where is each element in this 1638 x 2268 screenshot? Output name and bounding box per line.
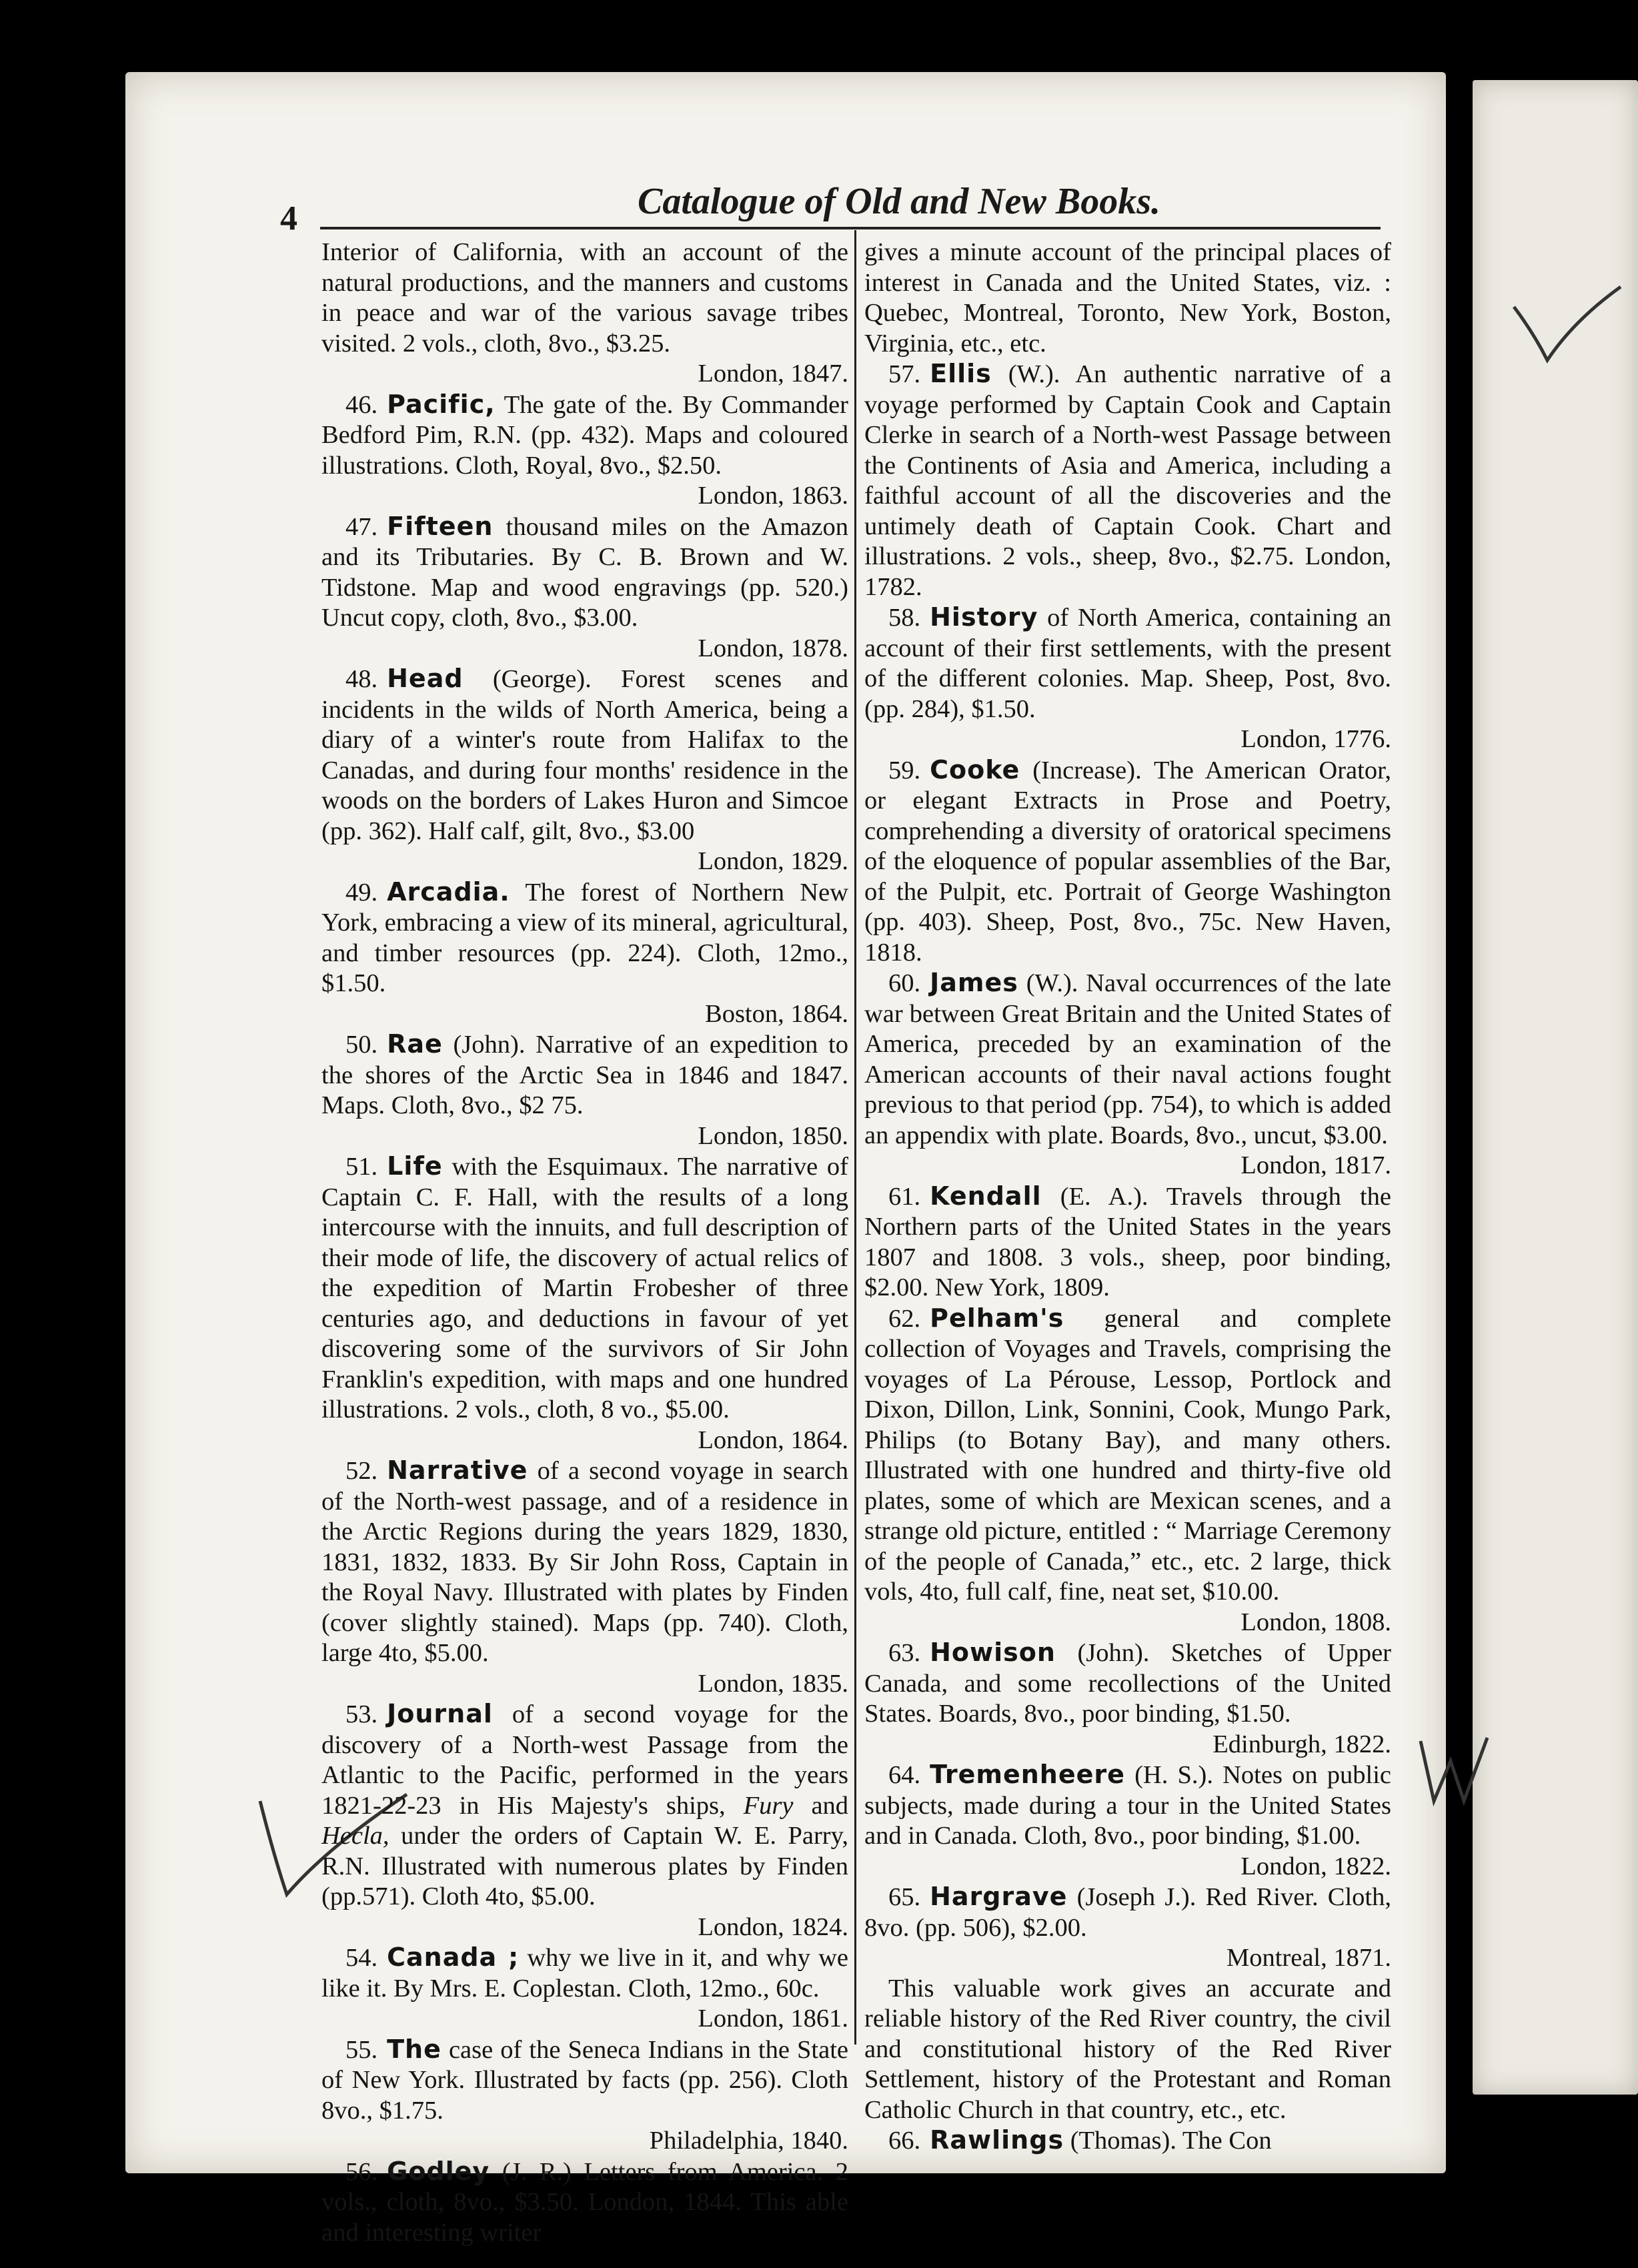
- entry-heading: Kendall: [930, 1181, 1042, 1211]
- entry-note: This valuable work gives an accurate and reliable history of the Red River country, the civil and constitutional history of the Red River Settlement, history of the Protestant and Roman Catholic Church in that country, etc., etc.: [864, 1974, 1391, 2124]
- entry-place: Boston, 1864.: [705, 999, 848, 1028]
- entry-heading: James: [930, 968, 1018, 997]
- entry-text: under the orders of Captain W. E. Parry, R.N. Illustrated with numerous plates by Finden (pp.571). Cloth 4to, $5.00.: [321, 1822, 849, 1910]
- entry-heading: Journal: [387, 1699, 493, 1728]
- list-item: [321, 237, 848, 390]
- entry-heading: History: [930, 602, 1038, 632]
- entry-text: with the Esquimaux. The narrative of Captain C. F. Hall, with the results of a long intercourse with the innuits, and full description of their mode of life, the discovery of actual relics of the expedition of Martin Frobesher of three centuries ago, and deductions in favour of yet discovering some of the survivors of Sir John Franklin's expedition, with maps and one hundred illustrations. 2 vols., cloth, 8 vo., $5.00.: [321, 1153, 849, 1424]
- entry-heading: Cooke: [930, 754, 1020, 784]
- list-item: [864, 1303, 1391, 1638]
- list-item: [321, 512, 848, 664]
- entry-place: London, 1822.: [1241, 1852, 1391, 1880]
- page-number: 4: [280, 199, 297, 237]
- entry-text: (John). Narrative of an expedition to the shores of the Arctic Sea in 1846 and 1847. Maps. Cloth, 8vo., $2 75.: [321, 1031, 849, 1119]
- entry-text: Interior of California, with an account of the natural productions, and the manners and customs in peace and war of the various savage tribes visited. 2 vols., cloth, 8vo., $3.25.: [321, 238, 848, 358]
- ship-name: Hecla,: [321, 1822, 389, 1850]
- entry-heading: The: [387, 2034, 442, 2064]
- entry-number: 66.: [888, 2127, 921, 2155]
- entry-number: 60.: [888, 969, 921, 997]
- entry-text: of North America, containing an account of their first settlements, with the present of the different colonies. Map. Sheep, Post, 8vo. (pp. 284), $1.50.: [864, 604, 1392, 723]
- entry-heading: Narrative: [387, 1456, 528, 1485]
- list-item: [321, 1456, 848, 1699]
- entry-place: London, 1829.: [698, 847, 848, 875]
- entry-number: 65.: [888, 1883, 921, 1911]
- entry-text: and: [811, 1791, 849, 1820]
- entry-text: thousand miles on the Amazon and its Tributaries. By C. B. Brown and W. Tidstone. Map and wood engravings (pp. 520.) Uncut copy, cloth, 8vo., $3.00.: [321, 512, 848, 632]
- entry-heading: Tremenheere: [930, 1760, 1125, 1789]
- entry-number: 48.: [345, 665, 378, 693]
- entry-place: London, 1864.: [698, 1426, 848, 1454]
- entry-text: (Thomas). The Con: [1070, 2127, 1272, 2155]
- entry-number: 55.: [345, 2035, 378, 2064]
- entry-number: 46.: [345, 390, 378, 419]
- list-item: [321, 1151, 848, 1456]
- entry-heading: Godley: [387, 2156, 490, 2186]
- right-column: [864, 237, 1391, 2157]
- list-item: [321, 1699, 848, 1942]
- entry-text: (W.). An authentic narrative of a voyage performed by Captain Cook and Captain Clerke in search of a North-west Passage between the Continents of Asia and America, including a faithful account of all the discoveries and the untimely death of Captain Cook. Chart and illustrations. 2 vols., sheep, 8vo., $2.75. London, 1782.: [864, 360, 1391, 601]
- entry-text: case of the Seneca Indians in the State of New York. Illustrated by facts (pp. 256). Cloth 8vo., $1.75.: [321, 2035, 849, 2125]
- header-rule: [320, 227, 1381, 229]
- entry-place: London, 1808.: [1241, 1608, 1391, 1636]
- entry-heading: Pelham's: [930, 1303, 1064, 1333]
- entry-place: London, 1776.: [1241, 725, 1391, 753]
- entry-text: The gate of the. By Commander Bedford Pim, R.N. (pp. 432). Maps and coloured illustrations. Cloth, Royal, 8vo., $2.50.: [321, 390, 848, 480]
- entry-place: London, 1878.: [698, 634, 848, 662]
- entry-text: (J. R.) Letters from America. 2 vols., cloth, 8vo., $3.50. London, 1844. This able and interesting writer: [321, 2157, 848, 2247]
- entry-heading: Howison: [930, 1638, 1056, 1667]
- entry-text: (Joseph J.). Red River. Cloth, 8vo. (pp. 506), $2.00.: [864, 1883, 1391, 1942]
- ship-name: Fury: [743, 1791, 794, 1820]
- left-column: [321, 237, 848, 2248]
- list-item: [864, 1760, 1391, 1882]
- entry-number: 62.: [888, 1304, 921, 1333]
- entry-heading: Rawlings: [930, 2125, 1064, 2155]
- list-item: [864, 968, 1391, 1181]
- entry-place: London, 1824.: [698, 1912, 848, 1941]
- entry-heading: Canada ;: [387, 1942, 520, 1972]
- entry-number: 50.: [345, 1031, 378, 1059]
- entry-number: 53.: [345, 1700, 378, 1728]
- list-item: [321, 2157, 848, 2249]
- entry-text: (George). Forest scenes and incidents in the wilds of North America, being a diary of a winter's route from Halifax to the Canadas, and during four months' residence in the woods on the borders of Lakes Huron and Simcoe (pp. 362). Half calf, gilt, 8vo., $3.00: [321, 665, 848, 845]
- list-item: [864, 755, 1391, 969]
- entry-number: 51.: [345, 1153, 378, 1181]
- entry-heading: Rae: [387, 1029, 443, 1059]
- list-item: [864, 602, 1391, 755]
- list-item: [321, 1029, 848, 1151]
- entry-number: 59.: [888, 756, 921, 784]
- entry-number: 57.: [888, 360, 921, 388]
- list-item: [321, 664, 848, 877]
- entry-number: 63.: [888, 1639, 921, 1667]
- entry-text: (John). Sketches of Upper Canada, and some recollections of the United States. Boards, 8vo., poor binding, $1.50.: [864, 1639, 1392, 1728]
- entry-number: 52.: [345, 1457, 378, 1485]
- entry-number: 64.: [888, 1761, 921, 1789]
- entry-place: London, 1861.: [698, 2005, 848, 2033]
- entry-number: 61.: [888, 1182, 921, 1211]
- running-head: Catalogue of Old and New Books.: [637, 181, 1161, 222]
- entry-text: (W.). Naval occurrences of the late war between Great Britain and the United States of America, preceded by an examination of the American accounts of their naval actions fought previous to that period (pp. 754), to which is added an appendix with plate. Boards, 8vo., uncut, $3.00.: [864, 969, 1391, 1149]
- entry-text: why we live in it, and why we like it. By Mrs. E. Coplestan. Cloth, 12mo., 60c.: [321, 1944, 849, 2003]
- list-item: [321, 1942, 848, 2035]
- entry-place: London, 1847.: [698, 360, 848, 388]
- entry-place: Philadelphia, 1840.: [649, 2127, 848, 2155]
- entry-number: 47.: [345, 512, 378, 541]
- entry-place: London, 1817.: [1241, 1151, 1391, 1179]
- list-item: [864, 1882, 1391, 2125]
- entry-place: London, 1835.: [698, 1669, 848, 1698]
- entry-heading: Fifteen: [387, 511, 494, 541]
- check-mark-icon: [1507, 280, 1627, 374]
- entry-text: (Increase). The American Orator, or elegant Extracts in Prose and Poetry, comprehending a diversity of oratorical specimens of the eloquence of popular assemblies of the Bar, of the Pulpit, etc. Portrait of George Washington (pp. 403). Sheep, Post, 8vo., 75c. New Haven, 1818.: [864, 756, 1391, 967]
- list-item: [864, 1181, 1391, 1303]
- entry-heading: Head: [387, 664, 464, 693]
- entry-heading: Ellis: [930, 359, 992, 388]
- entry-number: 58.: [888, 604, 921, 632]
- list-item: [864, 359, 1391, 602]
- entry-text: (E. A.). Travels through the Northern parts of the United States in the years 1807 and 1808. 3 vols., sheep, poor binding, $2.00. New York, 1809.: [864, 1182, 1391, 1301]
- entry-text: gives a minute account of the principal places of interest in Canada and the United States, viz. : Quebec, Montreal, Toronto, New York, Boston, Virginia, etc., etc.: [864, 238, 1391, 358]
- list-item: [864, 2125, 1391, 2157]
- entry-text: of a second voyage for the discovery of a North-west Passage from the Atlantic to the Pacific, performed in the years 1821-22-23 in His Majesty's ships,: [321, 1700, 849, 1820]
- entry-heading: Pacific,: [387, 389, 496, 419]
- entry-place: Montreal, 1871.: [1226, 1944, 1391, 1972]
- entry-heading: Hargrave: [930, 1882, 1068, 1911]
- entry-place: London, 1863.: [698, 482, 848, 510]
- entry-heading: Arcadia.: [387, 877, 510, 907]
- entry-heading: Life: [387, 1151, 443, 1181]
- list-item: [321, 877, 848, 1030]
- entry-number: 54.: [345, 1944, 378, 1972]
- entry-text: general and complete collection of Voyages and Travels, comprising the voyages of La Pérouse, Lessop, Portlock and Dixon, Dillon, Link, Sonnini, Cook, Mungo Park, Philips (to Botany Bay), and many others. Illustrated with one hundred and thirty-five old plates, some of which are Mexican scenes, and a strange old picture, entitled : “ Marriage Ceremony of the people of Canada,” etc., etc. 2 large, thick vols, 4to, full calf, fine, neat set, $10.00.: [864, 1304, 1391, 1606]
- entry-number: 56.: [345, 2157, 378, 2186]
- column-divider: [854, 230, 856, 2045]
- adjacent-page-edge: [1473, 80, 1638, 2095]
- list-item: [321, 390, 848, 512]
- entry-text: of a second voyage in search of the North-west passage, and of a residence in the Arctic Regions during the years 1829, 1830, 1831, 1832, 1833. By Sir John Ross, Captain in the Royal Navy. Illustrated with plates by Finden (cover slightly stained). Maps (pp. 740). Cloth, large 4to, $5.00.: [321, 1457, 849, 1667]
- list-item: [864, 1638, 1391, 1760]
- entry-number: 49.: [345, 878, 378, 907]
- list-item: [864, 237, 1391, 359]
- pencil-mark-icon: [1414, 1734, 1494, 1814]
- entry-place: London, 1850.: [698, 1121, 848, 1150]
- entry-text: The forest of Northern New York, embracing a view of its mineral, agricultural, and timber resources (pp. 224). Cloth, 12mo., $1.50.: [321, 878, 848, 997]
- entry-text: (H. S.). Notes on public subjects, made during a tour in the United States and in Canada. Cloth, 8vo., poor binding, $1.00.: [864, 1761, 1391, 1850]
- entry-place: Edinburgh, 1822.: [1212, 1730, 1391, 1758]
- list-item: [321, 2035, 848, 2157]
